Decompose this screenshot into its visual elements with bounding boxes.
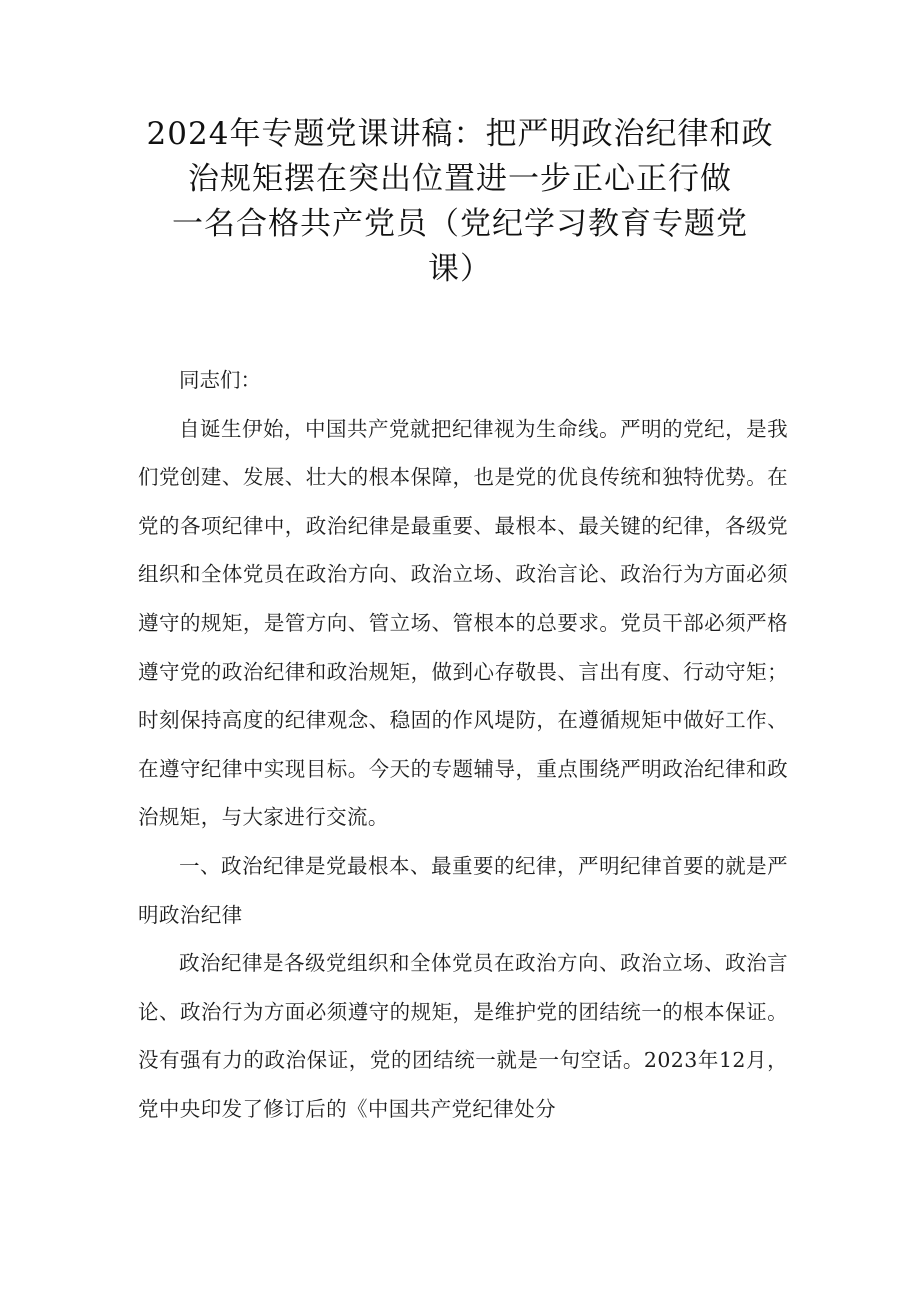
greeting: 同志们： bbox=[179, 368, 261, 392]
title-line-2: 治规矩摆在突出位置进一步正心正行做 bbox=[188, 161, 732, 197]
document-body bbox=[138, 356, 788, 1134]
title-line-3: 一名合格共产党员（党纪学习教育专题党 bbox=[172, 206, 748, 242]
document-title bbox=[100, 112, 820, 292]
title-line-1: 2024年专题党课讲稿：把严明政治纪律和政 bbox=[146, 116, 774, 152]
paragraph-intro: 自诞生伊始，中国共产党就把纪律视为生命线。严明的党纪，是我们党创建、发展、壮大的根本保障，也是党的优良传统和独特优势。在党的各项纪律中，政治纪律是最重要、最根本、最关键的纪律，各级党组织和全体党员在政治方向、政治立场、政治言论、政治行为方面必须遵守的规矩，是管方向、管立场、管根本的总要求。党员干部必须严格遵守党的政治纪律和政治规矩，做到心存敬畏、言出有度、行动守矩；时刻保持高度的纪律观念、稳固的作风堤防，在遵循规矩中做好工作、在遵守纪律中实现目标。今天的专题辅导，重点围绕严明政治纪律和政治规矩，与大家进行交流。 bbox=[138, 416, 788, 830]
paragraph-political-discipline: 政治纪律是各级党组织和全体党员在政治方向、政治立场、政治言论、政治行为方面必须遵守的规矩，是维护党的团结统一的根本保证。没有强有力的政治保证，党的团结统一就是一句空话。2023年12月，党中央印发了修订后的《中国共产党纪律处分 bbox=[138, 951, 788, 1121]
title-line-4: 课） bbox=[428, 251, 492, 287]
section-heading-1: 一、政治纪律是党最根本、最重要的纪律，严明纪律首要的就是严明政治纪律 bbox=[138, 853, 788, 927]
